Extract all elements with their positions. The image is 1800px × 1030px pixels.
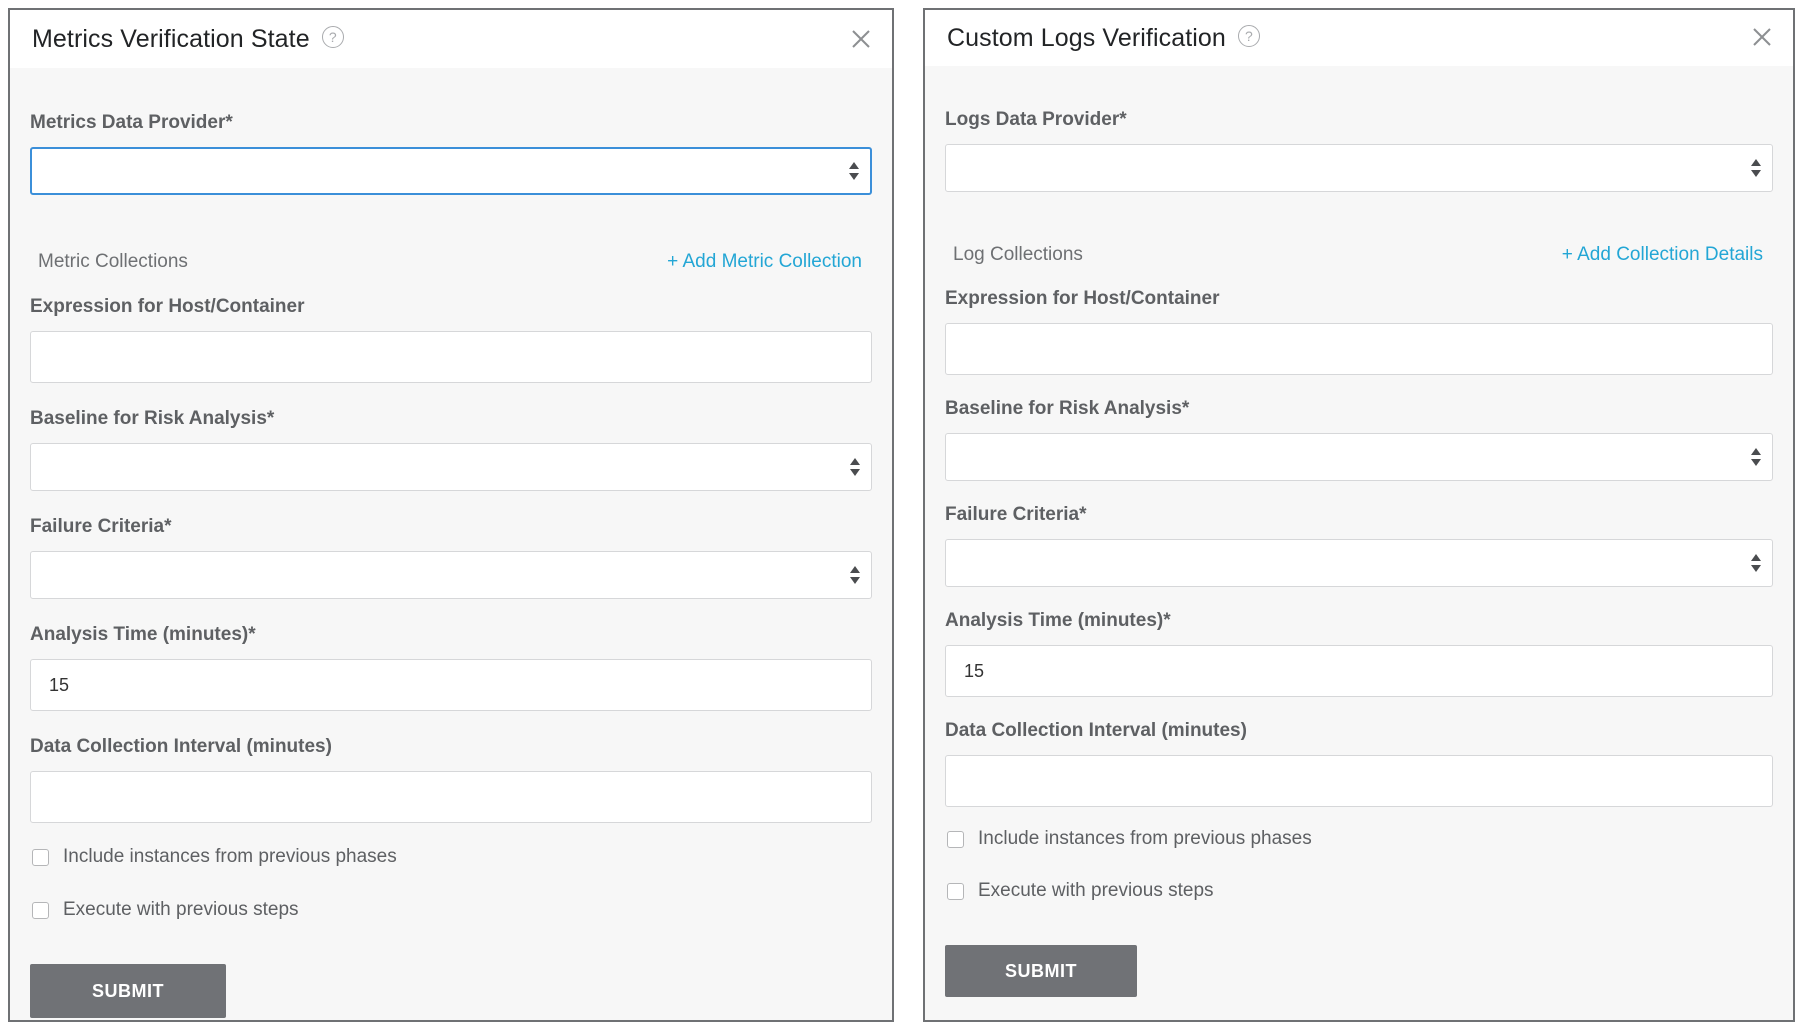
data-collection-interval-label: Data Collection Interval (minutes) — [945, 720, 1247, 741]
question-circle-icon[interactable]: ? — [322, 26, 344, 48]
analysis-time-label: Analysis Time (minutes)* — [30, 624, 256, 645]
metrics-data-provider-label: Metrics Data Provider* — [30, 112, 233, 133]
baseline-label: Baseline for Risk Analysis* — [30, 408, 275, 429]
analysis-time-value: 15 — [49, 674, 70, 695]
add-metric-collection-link[interactable]: + Add Metric Collection — [667, 251, 862, 272]
execute-with-previous-checkbox[interactable] — [947, 883, 964, 900]
dialog-body — [10, 68, 892, 1020]
custom-logs-verification-dialog — [923, 8, 1795, 1022]
close-icon[interactable] — [850, 28, 872, 50]
baseline-select[interactable] — [945, 433, 1773, 481]
submit-button[interactable]: SUBMIT — [945, 945, 1137, 997]
data-collection-interval-label: Data Collection Interval (minutes) — [30, 736, 332, 757]
metric-collections-label: Metric Collections — [38, 251, 188, 272]
baseline-select[interactable] — [30, 443, 872, 491]
data-collection-interval-input[interactable] — [945, 755, 1773, 807]
data-collection-interval-input[interactable] — [30, 771, 872, 823]
baseline-label: Baseline for Risk Analysis* — [945, 398, 1190, 419]
metrics-data-provider-select[interactable] — [30, 147, 872, 195]
dialog-header — [925, 10, 1793, 66]
expression-label: Expression for Host/Container — [30, 296, 305, 317]
metrics-verification-dialog — [8, 8, 894, 1022]
dialog-header — [10, 10, 892, 68]
select-arrows-icon — [848, 160, 860, 182]
include-instances-checkbox-row[interactable] — [32, 846, 397, 868]
include-instances-label: Include instances from previous phases — [978, 828, 1312, 849]
execute-with-previous-checkbox[interactable] — [32, 902, 49, 919]
logs-data-provider-label: Logs Data Provider* — [945, 109, 1127, 130]
dialog-title: Custom Logs Verification — [947, 23, 1226, 52]
select-arrows-icon — [1750, 446, 1762, 468]
select-arrows-icon — [1750, 552, 1762, 574]
execute-with-previous-checkbox-row[interactable] — [32, 899, 299, 921]
dialog-title: Metrics Verification State — [32, 24, 310, 53]
analysis-time-label: Analysis Time (minutes)* — [945, 610, 1171, 631]
include-instances-checkbox[interactable] — [32, 849, 49, 866]
log-collections-label: Log Collections — [953, 244, 1083, 265]
analysis-time-value: 15 — [964, 660, 985, 681]
include-instances-checkbox[interactable] — [947, 831, 964, 848]
select-arrows-icon — [849, 456, 861, 478]
execute-with-previous-label: Execute with previous steps — [978, 880, 1214, 901]
submit-button[interactable]: SUBMIT — [30, 964, 226, 1018]
include-instances-checkbox-row[interactable] — [947, 828, 1312, 850]
expression-input[interactable] — [30, 331, 872, 383]
logs-data-provider-select[interactable] — [945, 144, 1773, 192]
add-collection-details-link[interactable]: + Add Collection Details — [1561, 244, 1763, 265]
failure-criteria-label: Failure Criteria* — [945, 504, 1087, 525]
execute-with-previous-label: Execute with previous steps — [63, 899, 299, 920]
expression-label: Expression for Host/Container — [945, 288, 1220, 309]
close-icon[interactable] — [1751, 26, 1773, 48]
select-arrows-icon — [1750, 157, 1762, 179]
analysis-time-input[interactable] — [30, 659, 872, 711]
question-circle-icon[interactable]: ? — [1238, 25, 1260, 47]
failure-criteria-select[interactable] — [30, 551, 872, 599]
failure-criteria-select[interactable] — [945, 539, 1773, 587]
failure-criteria-label: Failure Criteria* — [30, 516, 172, 537]
execute-with-previous-checkbox-row[interactable] — [947, 880, 1214, 902]
select-arrows-icon — [849, 564, 861, 586]
include-instances-label: Include instances from previous phases — [63, 846, 397, 867]
analysis-time-input[interactable] — [945, 645, 1773, 697]
expression-input[interactable] — [945, 323, 1773, 375]
dialog-body — [925, 66, 1793, 1020]
